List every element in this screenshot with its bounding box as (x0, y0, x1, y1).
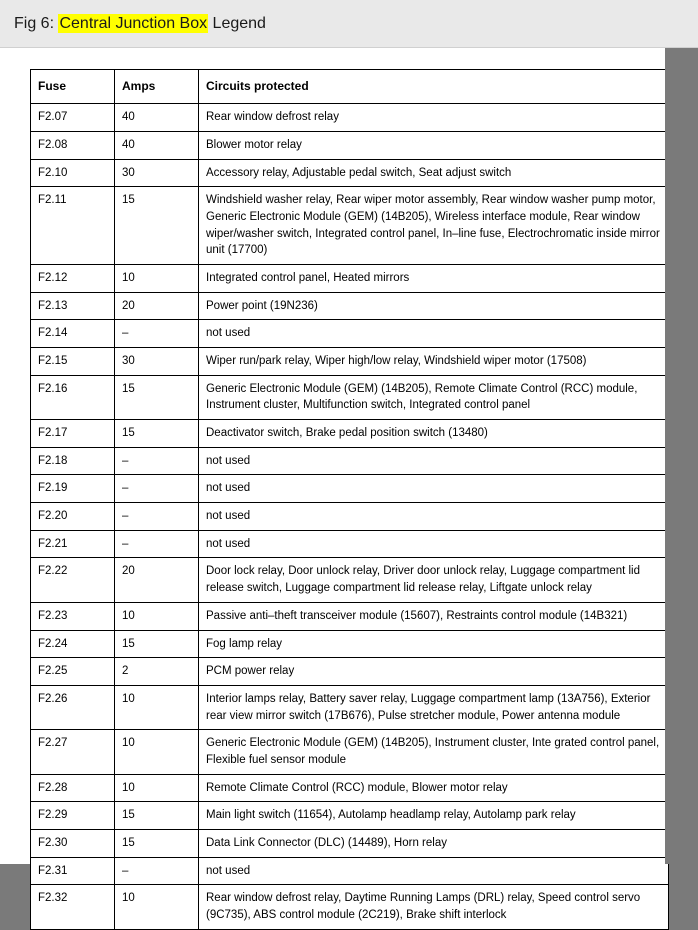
cell-circuits: not used (199, 475, 669, 503)
table-row (31, 658, 669, 686)
cell-circuits: Passive anti–theft transceiver module (15607), Restraints control module (14B321) (199, 602, 669, 630)
cell-amps: 15 (115, 829, 199, 857)
cell-circuits: not used (199, 530, 669, 558)
cell-amps: 30 (115, 348, 199, 376)
cell-fuse: F2.22 (31, 558, 115, 602)
cell-circuits: Power point (19N236) (199, 292, 669, 320)
cell-circuits: Deactivator switch, Brake pedal position switch (13480) (199, 420, 669, 448)
table-row (31, 503, 669, 531)
cell-amps: 15 (115, 420, 199, 448)
column-header-amps: Amps (115, 70, 199, 104)
cell-circuits: Main light switch (11654), Autolamp headlamp relay, Autolamp park relay (199, 802, 669, 830)
column-header-fuse: Fuse (31, 70, 115, 104)
cell-amps: – (115, 530, 199, 558)
table-row (31, 885, 669, 929)
cell-circuits: not used (199, 447, 669, 475)
cell-circuits: not used (199, 320, 669, 348)
figure-suffix: Legend (208, 14, 266, 32)
cell-fuse: F2.08 (31, 132, 115, 160)
cell-fuse: F2.18 (31, 447, 115, 475)
cell-fuse: F2.07 (31, 104, 115, 132)
cell-amps: 2 (115, 658, 199, 686)
cell-amps: – (115, 447, 199, 475)
table-row (31, 802, 669, 830)
table-header-row (31, 70, 669, 104)
cell-fuse: F2.16 (31, 375, 115, 419)
cell-fuse: F2.32 (31, 885, 115, 929)
table-row (31, 159, 669, 187)
cell-fuse: F2.28 (31, 774, 115, 802)
table-row (31, 475, 669, 503)
cell-amps: 40 (115, 104, 199, 132)
table-row (31, 558, 669, 602)
cell-fuse: F2.14 (31, 320, 115, 348)
cell-amps: 30 (115, 159, 199, 187)
cell-circuits: Data Link Connector (DLC) (14489), Horn relay (199, 829, 669, 857)
cell-fuse: F2.29 (31, 802, 115, 830)
table-row (31, 187, 669, 265)
cell-circuits: Door lock relay, Door unlock relay, Driver door unlock relay, Luggage compartment lid release switch, Luggage compartment lid release relay, Liftgate unlock relay (199, 558, 669, 602)
cell-circuits: Wiper run/park relay, Wiper high/low relay, Windshield wiper motor (17508) (199, 348, 669, 376)
cell-fuse: F2.13 (31, 292, 115, 320)
table-body (31, 104, 669, 929)
cell-amps: 15 (115, 802, 199, 830)
cell-circuits: Generic Electronic Module (GEM) (14B205), Remote Climate Control (RCC) module, Instrument cluster, Multifunction switch, Integrated control panel (199, 375, 669, 419)
cell-amps: 15 (115, 630, 199, 658)
page-right-gutter (665, 48, 698, 864)
cell-circuits: not used (199, 503, 669, 531)
table-row (31, 375, 669, 419)
fuse-legend-table (30, 69, 669, 930)
cell-amps: 10 (115, 774, 199, 802)
cell-circuits: not used (199, 857, 669, 885)
table-row (31, 132, 669, 160)
table-row (31, 348, 669, 376)
cell-fuse: F2.27 (31, 730, 115, 774)
cell-fuse: F2.20 (31, 503, 115, 531)
cell-amps: – (115, 320, 199, 348)
cell-amps: 10 (115, 602, 199, 630)
cell-circuits: Fog lamp relay (199, 630, 669, 658)
table-row (31, 774, 669, 802)
table-row (31, 530, 669, 558)
cell-circuits: PCM power relay (199, 658, 669, 686)
cell-amps: 20 (115, 292, 199, 320)
cell-circuits: Blower motor relay (199, 132, 669, 160)
cell-fuse: F2.17 (31, 420, 115, 448)
cell-fuse: F2.11 (31, 187, 115, 265)
cell-amps: 40 (115, 132, 199, 160)
table-row (31, 292, 669, 320)
cell-amps: – (115, 475, 199, 503)
document-page (0, 48, 665, 921)
table-row (31, 829, 669, 857)
cell-fuse: F2.15 (31, 348, 115, 376)
cell-amps: 15 (115, 187, 199, 265)
table-row (31, 630, 669, 658)
figure-label: Fig 6: (14, 14, 59, 32)
figure-header (0, 0, 698, 48)
table-row (31, 420, 669, 448)
cell-amps: – (115, 503, 199, 531)
table-row (31, 320, 669, 348)
cell-amps: 10 (115, 885, 199, 929)
cell-amps: 20 (115, 558, 199, 602)
table-row (31, 730, 669, 774)
cell-fuse: F2.31 (31, 857, 115, 885)
cell-circuits: Remote Climate Control (RCC) module, Blower motor relay (199, 774, 669, 802)
cell-circuits: Rear window defrost relay, Daytime Running Lamps (DRL) relay, Speed control servo (9C735), ABS control module (2C219), Brake shift interlock (199, 885, 669, 929)
cell-fuse: F2.19 (31, 475, 115, 503)
cell-amps: 15 (115, 375, 199, 419)
cell-circuits: Generic Electronic Module (GEM) (14B205), Instrument cluster, Inte grated control panel, Flexible fuel sensor module (199, 730, 669, 774)
column-header-circuits: Circuits protected (199, 70, 669, 104)
cell-fuse: F2.30 (31, 829, 115, 857)
page-title (14, 15, 266, 33)
cell-fuse: F2.25 (31, 658, 115, 686)
cell-fuse: F2.24 (31, 630, 115, 658)
cell-amps: 10 (115, 265, 199, 293)
cell-circuits: Accessory relay, Adjustable pedal switch, Seat adjust switch (199, 159, 669, 187)
cell-amps: – (115, 857, 199, 885)
table-row (31, 265, 669, 293)
table-row (31, 685, 669, 729)
table-row (31, 447, 669, 475)
cell-amps: 10 (115, 685, 199, 729)
table-row (31, 104, 669, 132)
document-page-area (0, 48, 698, 921)
cell-circuits: Rear window defrost relay (199, 104, 669, 132)
cell-fuse: F2.10 (31, 159, 115, 187)
cell-fuse: F2.23 (31, 602, 115, 630)
cell-fuse: F2.21 (31, 530, 115, 558)
cell-amps: 10 (115, 730, 199, 774)
cell-circuits: Integrated control panel, Heated mirrors (199, 265, 669, 293)
highlighted-term: Central Junction Box (59, 14, 208, 32)
table-row (31, 602, 669, 630)
cell-circuits: Windshield washer relay, Rear wiper motor assembly, Rear window washer pump motor, Generic Electronic Module (GEM) (14B205), Wireless interface module, Rear window wiper/washer switch, Integrated control panel, In–line fuse, Electrochromatic inside mirror unit (17700) (199, 187, 669, 265)
cell-fuse: F2.12 (31, 265, 115, 293)
cell-fuse: F2.26 (31, 685, 115, 729)
cell-circuits: Interior lamps relay, Battery saver relay, Luggage compartment lamp (13A756), Exterior rear view mirror switch (17B676), Pulse stretcher module, Power antenna module (199, 685, 669, 729)
table-row (31, 857, 669, 885)
